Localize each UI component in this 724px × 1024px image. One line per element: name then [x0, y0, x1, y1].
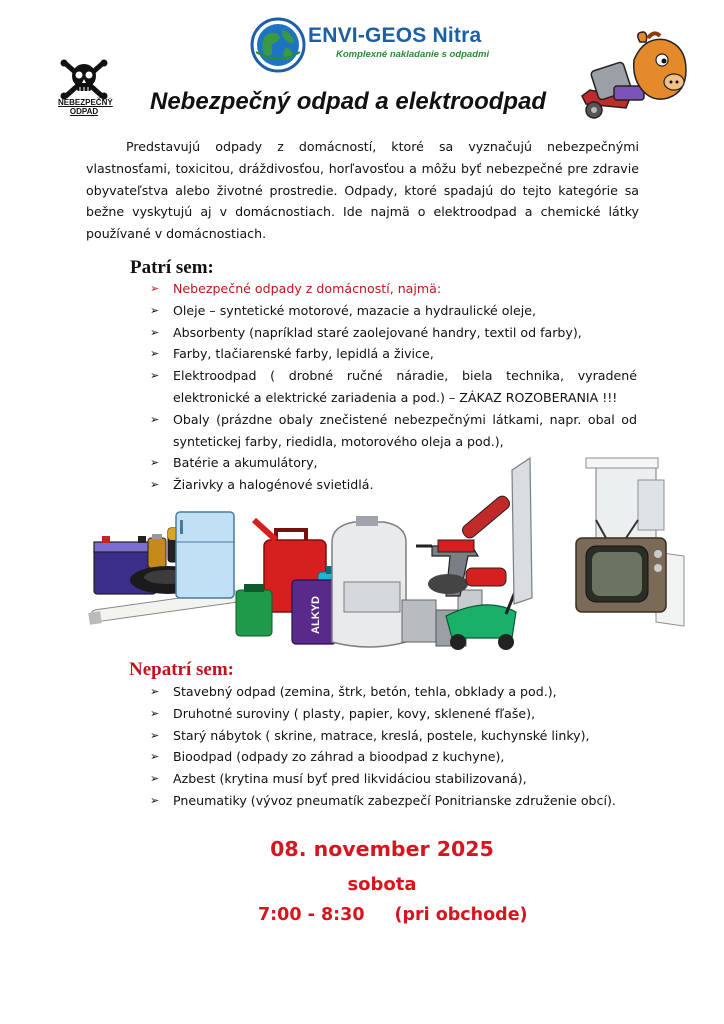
paint-can-icon	[292, 580, 336, 644]
list-item: ➢ Nebezpečné odpady z domácností, najmä:	[150, 278, 637, 300]
event-place: (pri obchode)	[394, 905, 528, 925]
not-belongs-list	[150, 681, 637, 812]
not-belongs-heading: Nepatrí sem:	[129, 659, 234, 680]
list-item: ➢ Obaly (prázdne obaly znečistené nebezpečnými látkami, napr. obal od syntetickej farby, riedidla, motorového oleja a pod.),	[150, 409, 637, 453]
event-time: 7:00 - 8:30	[258, 905, 365, 925]
arrow-bullet-icon: ➢	[150, 706, 160, 720]
event-day: sobota	[347, 874, 417, 895]
intro-paragraph: Predstavujú odpady z domácností, ktoré sa vyznačujú nebezpečnými vlastnosťami, toxicitou, dráždivosťou, horľavosťou a môžu byť nebezpečné pre zdravie obyvateľstva alebo životné prostredie. Odpady, ktoré spadajú do tejto kategórie sa bežne vyskytujú aj v domácnostiach. Ide najmä o elektroodpad a chemické látky používané v domácnostiach.	[86, 139, 639, 242]
page-title: Nebezpečný odpad a elektroodpad	[150, 88, 547, 115]
arrow-bullet-icon: ➢	[150, 325, 160, 339]
logo-title: ENVI-GEOS Nitra	[308, 24, 482, 47]
list-item: ➢ Elektroodpad ( drobné ručné náradie, biela technika, vyradené elektronické a elektrické zariadenia a pod.) – ZÁKAZ ROZOBERANIA !!!	[150, 365, 637, 409]
logo-subtitle: Komplexné nakladanie s odpadmi	[336, 49, 490, 60]
list-item: ➢ Stavebný odpad (zemina, štrk, betón, tehla, obklady a pod.),	[150, 681, 637, 703]
door-panel-icon	[512, 458, 532, 604]
arrow-bullet-icon: ➢	[150, 412, 160, 426]
event-date: 08. november 2025	[270, 837, 494, 861]
arrow-bullet-icon: ➢	[150, 303, 160, 317]
arrow-bullet-icon: ➢	[150, 369, 160, 383]
list-item: ➢ Bioodpad (odpady zo záhrad a bioodpad z kuchyne),	[150, 746, 637, 768]
list-item: ➢ Batérie a akumulátory,	[150, 452, 637, 474]
arrow-bullet-icon: ➢	[150, 772, 160, 786]
arrow-bullet-icon: ➢	[150, 347, 160, 361]
belongs-heading: Patrí sem:	[130, 257, 214, 278]
skull-crossbones-icon	[60, 58, 108, 100]
list-item: ➢ Azbest (krytina musí byť pred likvidáciou stabilizovaná),	[150, 768, 637, 790]
arrow-bullet-icon: ➢	[150, 456, 160, 470]
arrow-bullet-icon: ➢	[150, 478, 160, 492]
list-item: ➢ Žiarivky a halogénové svietidlá.	[150, 474, 637, 496]
refrigerator-icon	[176, 512, 234, 598]
mascot-horse-with-trolley-icon	[578, 30, 690, 122]
event-time-row	[258, 905, 528, 925]
hazardous-waste-collage	[86, 450, 706, 665]
list-item: ➢ Farby, tlačiarenské farby, lepidlá a živice,	[150, 343, 637, 365]
arrow-bullet-icon: ➢	[150, 793, 160, 807]
batteries-icon	[148, 528, 180, 568]
arrow-bullet-icon: ➢	[150, 685, 160, 698]
green-can-icon	[236, 584, 272, 636]
canister-label: ALKYD	[310, 596, 322, 634]
list-item: ➢ Pneumatiky (vývoz pneumatík zabezpečí Ponitrianske združenie obcí).	[150, 790, 637, 812]
list-item: ➢ Starý nábytok ( skrine, matrace, kreslá, postele, kuchynské linky),	[150, 725, 637, 747]
list-item: ➢ Oleje – syntetické motorové, mazacie a hydraulické oleje,	[150, 300, 637, 322]
arrow-bullet-icon: ➢	[150, 282, 160, 295]
hazard-label: NEBEZPEČNÝ ODPAD	[58, 98, 113, 116]
list-item: ➢ Absorbenty (napríklad staré zaolejované handry, textil od farby),	[150, 322, 637, 344]
chemical-barrel-icon	[332, 516, 406, 647]
arrow-bullet-icon: ➢	[150, 750, 160, 764]
list-item: ➢ Druhotné suroviny ( plasty, papier, kovy, sklenené fľaše),	[150, 703, 637, 725]
arrow-bullet-icon: ➢	[150, 728, 160, 742]
